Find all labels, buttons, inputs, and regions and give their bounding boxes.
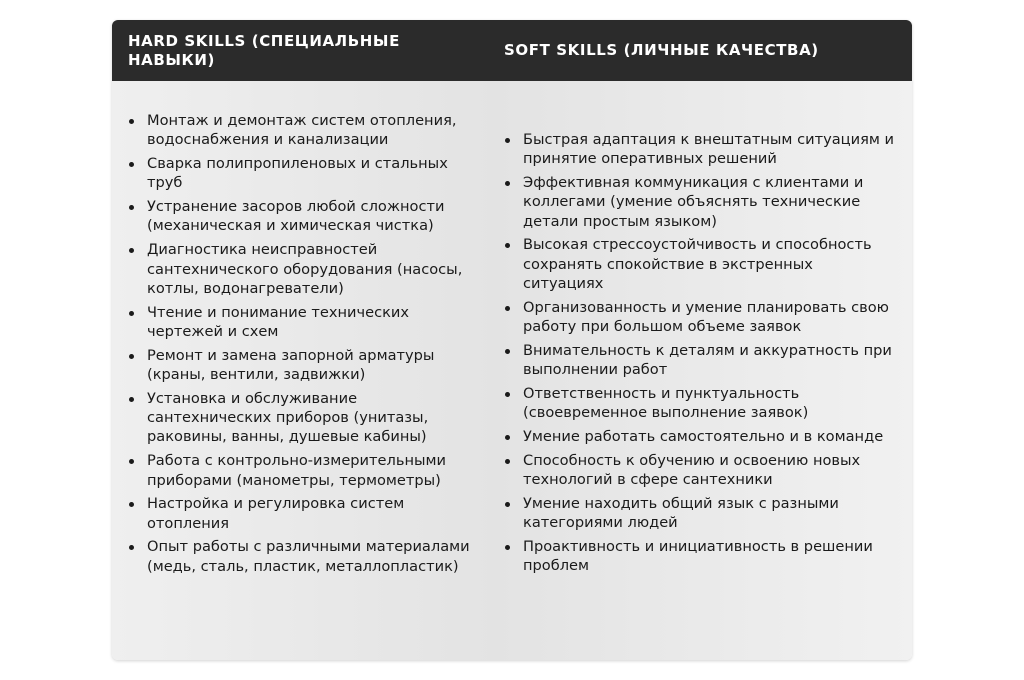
bullet-icon — [129, 119, 134, 124]
list-item — [128, 240, 478, 298]
list-item — [504, 494, 896, 533]
list-item — [504, 451, 896, 490]
list-item-text: Организованность и умение планировать свою работу при большом объеме заявок — [523, 298, 889, 336]
list-item — [128, 303, 478, 342]
list-item — [128, 494, 478, 533]
bullet-icon — [505, 435, 510, 440]
bullet-icon — [505, 243, 510, 248]
table-header — [112, 20, 912, 81]
list-item — [504, 537, 896, 576]
hard-skills-column — [112, 81, 488, 660]
list-item-text: Устранение засоров любой сложности (механическая и химическая чистка) — [147, 198, 445, 235]
list-item-text: Способность к обучению и освоению новых технологий в сфере сантехники — [523, 451, 861, 489]
bullet-icon — [129, 205, 134, 210]
list-item-text: Умение находить общий язык с разными категориями людей — [523, 495, 839, 532]
list-item-text: Эффективная коммуникация с клиентами и коллегами (умение объяснять технические детали простым языком) — [523, 174, 864, 230]
list-item-text: Высокая стрессоустойчивость и способность сохранять спокойствие в экстренных ситуациях — [523, 236, 872, 293]
table-body — [112, 81, 912, 660]
list-item — [128, 154, 478, 193]
list-item-text: Монтаж и демонтаж систем отопления, водоснабжения и канализации — [147, 112, 457, 149]
list-item — [128, 389, 478, 447]
list-item — [128, 451, 478, 490]
list-item-text: Ответственность и пунктуальность (своевременное выполнение заявок) — [523, 385, 809, 422]
bullet-icon — [129, 397, 134, 402]
list-item — [504, 235, 896, 293]
bullet-icon — [505, 138, 510, 143]
bullet-icon — [129, 459, 134, 464]
bullet-icon — [505, 392, 510, 397]
list-item-text: Опыт работы с различными материалами (медь, сталь, пластик, металлопластик) — [147, 538, 470, 575]
list-item — [128, 197, 478, 236]
list-item-text: Установка и обслуживание сантехнических приборов (унитазы, раковины, ванны, душевые кабины) — [147, 389, 429, 446]
bullet-icon — [505, 181, 510, 186]
bullet-icon — [505, 502, 510, 507]
list-item — [504, 384, 896, 423]
list-item — [504, 298, 896, 337]
skills-table — [112, 20, 912, 660]
list-item — [504, 130, 896, 169]
list-item-text: Сварка полипропиленовых и стальных труб — [147, 155, 448, 192]
list-item-text: Чтение и понимание технических чертежей и схем — [147, 303, 410, 340]
bullet-icon — [129, 545, 134, 550]
list-item — [128, 346, 478, 385]
soft-skills-heading: SOFT SKILLS (ЛИЧНЫЕ КАЧЕСТВА) — [504, 41, 819, 59]
hard-skills-list — [128, 111, 478, 581]
list-item — [504, 427, 896, 446]
soft-skills-column — [488, 81, 912, 660]
hard-skills-heading: HARD SKILLS (СПЕЦИАЛЬНЫЕ НАВЫКИ) — [128, 31, 400, 69]
bullet-icon — [129, 162, 134, 167]
bullet-icon — [129, 311, 134, 316]
bullet-icon — [505, 459, 510, 464]
bullet-icon — [129, 248, 134, 253]
list-item-text: Внимательность к деталям и аккуратность при выполнении работ — [523, 341, 892, 379]
list-item-text: Ремонт и замена запорной арматуры (краны, вентили, задвижки) — [147, 346, 435, 384]
bullet-icon — [129, 354, 134, 359]
soft-skills-list — [504, 130, 896, 580]
list-item-text: Настройка и регулировка систем отопления — [147, 495, 405, 532]
list-item — [128, 537, 478, 576]
list-item-text: Работа с контрольно-измерительными приборами (манометры, термометры) — [147, 452, 447, 489]
bullet-icon — [129, 502, 134, 507]
list-item — [504, 341, 896, 380]
list-item-text: Умение работать самостоятельно и в команде — [523, 428, 884, 446]
list-item — [128, 111, 478, 150]
list-item-text: Диагностика неисправностей сантехнического оборудования (насосы, котлы, водонагреватели) — [147, 241, 463, 297]
list-item-text: Проактивность и инициативность в решении проблем — [523, 538, 873, 575]
list-item — [504, 173, 896, 231]
list-item-text: Быстрая адаптация к внештатным ситуациям и принятие оперативных решений — [523, 131, 894, 168]
bullet-icon — [505, 306, 510, 311]
bullet-icon — [505, 545, 510, 550]
bullet-icon — [505, 349, 510, 354]
